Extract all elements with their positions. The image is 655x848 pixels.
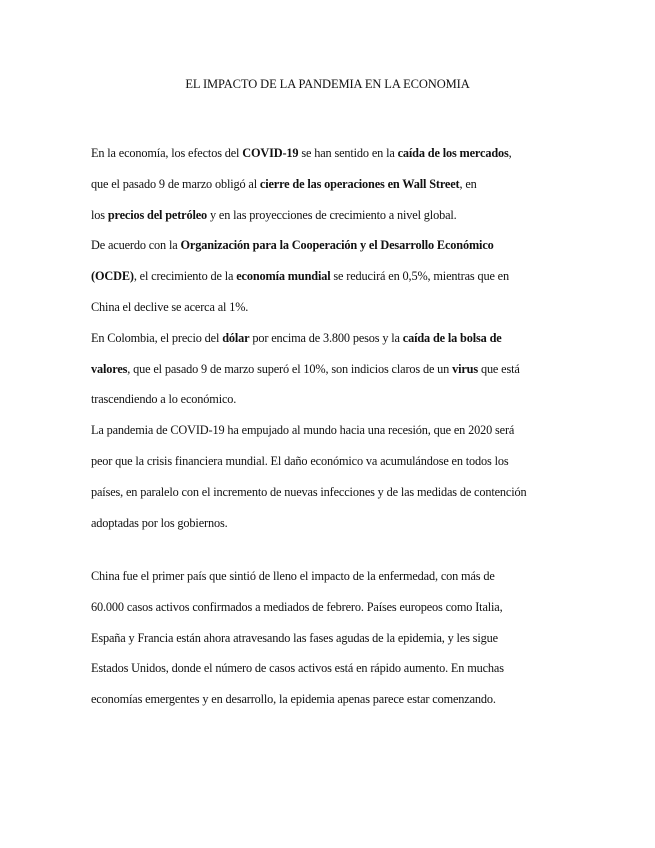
bold-text-run: caída de los mercados [397,146,509,160]
text-line [91,354,566,385]
bold-text-run: virus [452,361,479,376]
body-block-secondary [91,561,566,715]
bold-text-run: valores [91,361,128,376]
bold-text-run: economía mundial [236,269,331,284]
bold-text-run: Organización para la Cooperación y el Desarrollo Económico [180,238,494,253]
bold-text-run: cierre de las operaciones en Wall Street [259,176,460,191]
text-run: economías emergentes y en desarrollo, la epidemia apenas parece estar comenzando. [91,692,496,707]
text-line [91,200,566,231]
text-line [91,446,566,477]
text-run: En la economía, los efectos del [91,146,243,160]
paragraph-recession [91,415,566,538]
text-run: Estados Unidos, donde el número de casos activos está en rápido aumento. En muchas [91,661,504,676]
paragraph-china [91,561,566,715]
paragraph-economy-effects [91,138,566,230]
text-run: , en [459,176,477,191]
text-line [91,261,566,292]
text-line [91,653,566,684]
text-run: adoptadas por los gobiernos. [91,515,228,530]
text-run: 60.000 casos activos confirmados a mediados de febrero. Países europeos como Italia, [91,599,503,614]
text-line [91,292,566,323]
text-line [91,323,566,354]
text-run: y en las proyecciones de crecimiento a nivel global. [207,207,457,222]
text-run: peor que la crisis financiera mundial. El daño económico va acumulándose en todos los [91,453,509,468]
bold-text-run: (OCDE) [91,269,134,284]
text-run: países, en paralelo con el incremento de nuevas infecciones y de las medidas de contención [91,484,527,499]
bold-text-run: dólar [222,330,250,345]
paragraph-ocde [91,230,566,322]
body-block-main [91,138,566,538]
text-line [91,138,566,169]
text-run: los [91,207,108,222]
text-run: La pandemia de COVID-19 ha empujado al mundo hacia una recesión, que en 2020 será [91,423,515,438]
text-run: se han sentido en la [298,146,398,160]
text-line [91,623,566,654]
text-line [91,508,566,539]
document-title: EL IMPACTO DE LA PANDEMIA EN LA ECONOMIA [185,77,470,91]
text-run: En Colombia, el precio del [91,330,223,345]
text-run: se reducirá en 0,5%, mientras que en [330,269,509,284]
paragraph-colombia [91,323,566,415]
text-run: , que el pasado 9 de marzo superó el 10%, son indicios claros de un [127,361,453,376]
text-line [91,384,566,415]
text-run: que está [478,361,520,376]
text-run: trascendiendo a lo económico. [91,392,237,407]
text-run: por encima de 3.800 pesos y la [249,330,403,345]
text-line [91,561,566,592]
text-line [91,592,566,623]
bold-text-run: precios del petróleo [107,207,208,222]
text-line [91,415,566,446]
text-run: que el pasado 9 de marzo obligó al [91,176,260,191]
bold-text-run: caída de la bolsa de [402,330,502,345]
text-run: , [508,146,512,160]
text-run: España y Francia están ahora atravesando las fases agudas de la epidemia, y les sigue [91,630,498,645]
text-line [91,230,566,261]
text-line [91,169,566,200]
text-line [91,684,566,715]
text-run: De acuerdo con la [91,238,181,253]
text-run: , el crecimiento de la [133,269,237,284]
text-run: China fue el primer país que sintió de lleno el impacto de la enfermedad, con más de [91,569,495,583]
bold-text-run: COVID-19 [242,146,299,160]
text-line [91,477,566,508]
text-run: China el declive se acerca al 1%. [91,299,249,314]
